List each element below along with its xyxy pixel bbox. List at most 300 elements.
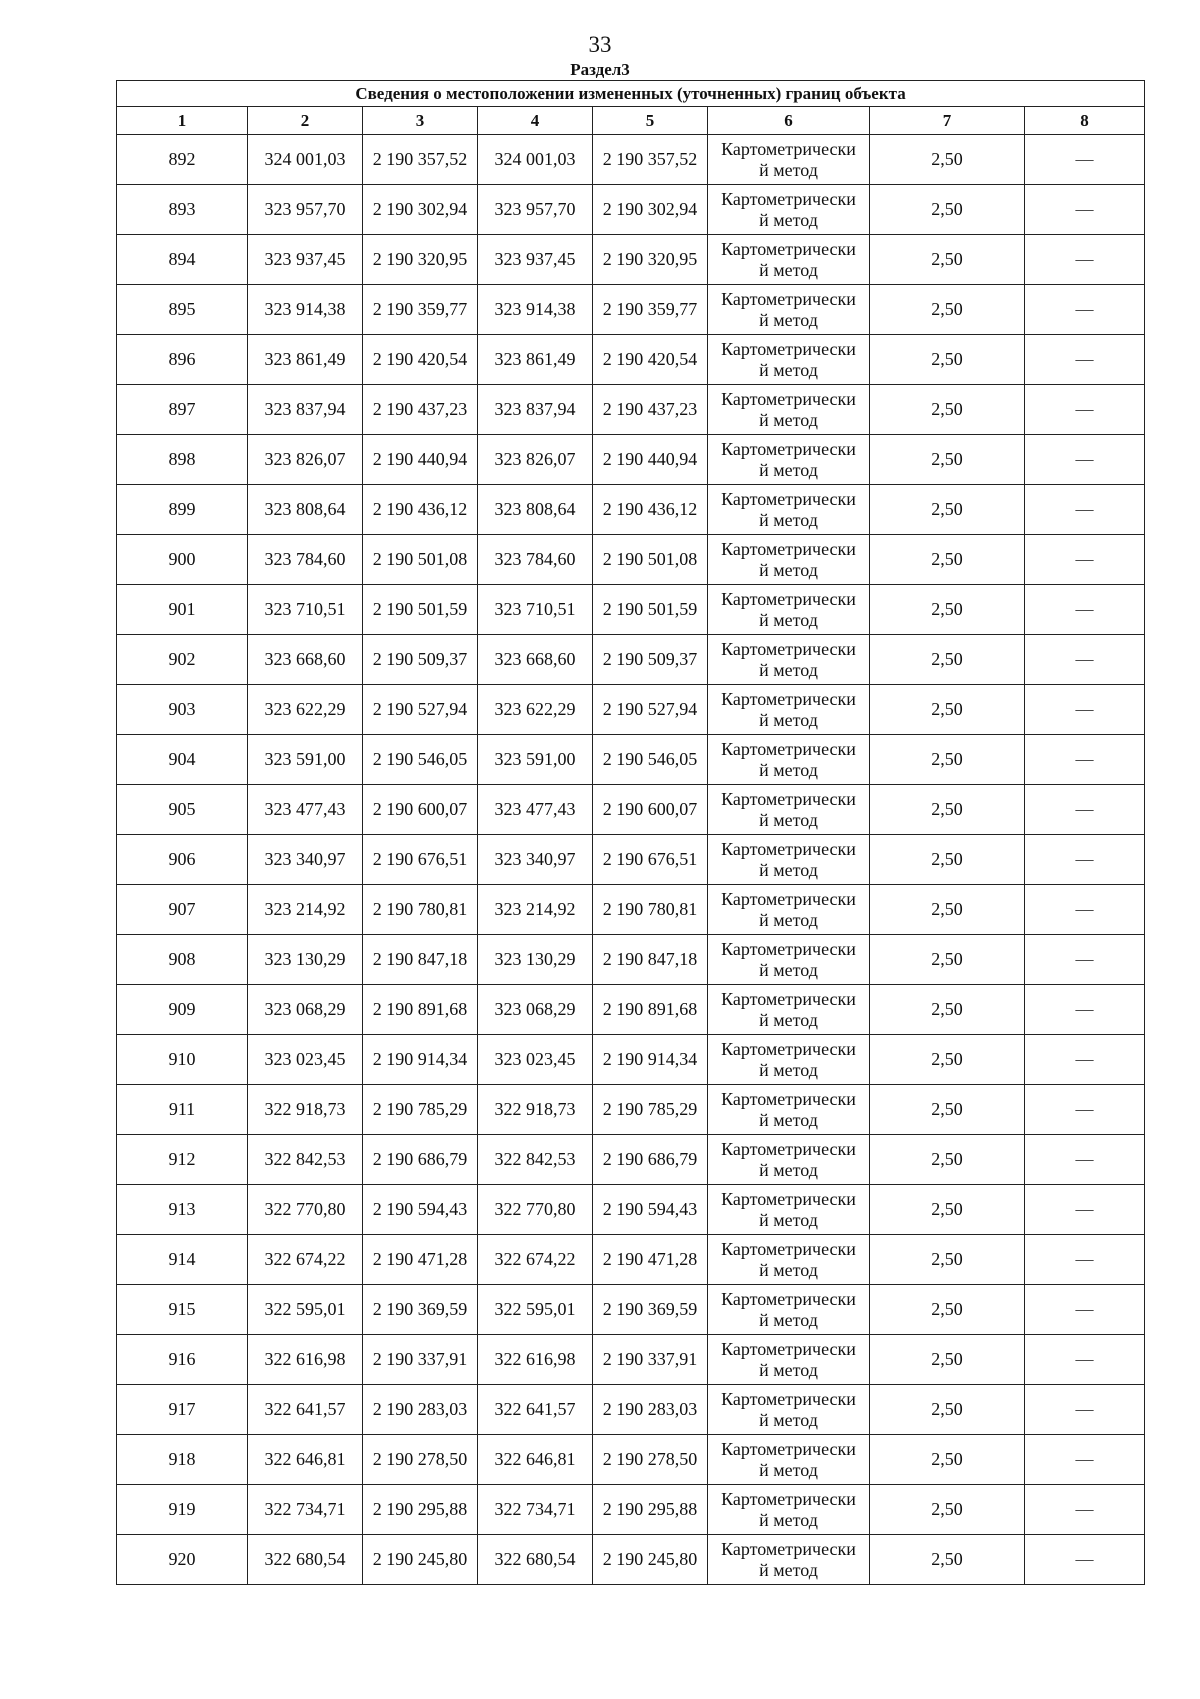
x-old-cell: 323 914,38 — [248, 285, 363, 335]
table-row — [117, 1435, 1145, 1485]
table-row — [117, 785, 1145, 835]
note-cell: — — [1025, 235, 1145, 285]
x-new-cell: 323 477,43 — [478, 785, 593, 835]
accuracy-cell: 2,50 — [870, 1335, 1025, 1385]
point-number-cell: 906 — [117, 835, 248, 885]
method-text-line: й метод — [759, 1359, 818, 1380]
point-number-cell: 895 — [117, 285, 248, 335]
method-text-line: й метод — [759, 709, 818, 730]
method-text-line: Картометрически — [721, 988, 856, 1009]
y-old-cell: 2 190 278,50 — [363, 1435, 478, 1485]
accuracy-cell: 2,50 — [870, 685, 1025, 735]
method-cell — [708, 635, 870, 685]
y-old-cell: 2 190 320,95 — [363, 235, 478, 285]
y-old-cell: 2 190 785,29 — [363, 1085, 478, 1135]
method-cell — [708, 585, 870, 635]
method-cell — [708, 885, 870, 935]
point-number-cell: 917 — [117, 1385, 248, 1435]
x-new-cell: 323 068,29 — [478, 985, 593, 1035]
table-row — [117, 735, 1145, 785]
accuracy-cell: 2,50 — [870, 1385, 1025, 1435]
y-new-cell: 2 190 436,12 — [593, 485, 708, 535]
x-old-cell: 322 641,57 — [248, 1385, 363, 1435]
note-cell: — — [1025, 935, 1145, 985]
table-row — [117, 1535, 1145, 1585]
x-new-cell: 323 784,60 — [478, 535, 593, 585]
note-cell: — — [1025, 985, 1145, 1035]
y-old-cell: 2 190 600,07 — [363, 785, 478, 835]
x-new-cell: 323 837,94 — [478, 385, 593, 435]
column-number: 4 — [478, 107, 593, 135]
note-cell: — — [1025, 1335, 1145, 1385]
method-text-line: й метод — [759, 859, 818, 880]
x-old-cell: 323 622,29 — [248, 685, 363, 735]
method-text-line: й метод — [759, 559, 818, 580]
method-text-line: й метод — [759, 759, 818, 780]
table-row — [117, 835, 1145, 885]
point-number-cell: 920 — [117, 1535, 248, 1585]
x-old-cell: 323 591,00 — [248, 735, 363, 785]
y-new-cell: 2 190 283,03 — [593, 1385, 708, 1435]
accuracy-cell: 2,50 — [870, 635, 1025, 685]
point-number-cell: 904 — [117, 735, 248, 785]
x-old-cell: 323 668,60 — [248, 635, 363, 685]
y-new-cell: 2 190 437,23 — [593, 385, 708, 435]
table-row — [117, 535, 1145, 585]
column-number: 1 — [117, 107, 248, 135]
method-text-line: й метод — [759, 959, 818, 980]
y-old-cell: 2 190 501,59 — [363, 585, 478, 635]
method-text-line: Картометрически — [721, 438, 856, 459]
y-new-cell: 2 190 847,18 — [593, 935, 708, 985]
column-number-row — [117, 107, 1145, 135]
method-cell — [708, 1135, 870, 1185]
accuracy-cell: 2,50 — [870, 935, 1025, 985]
table-row — [117, 1335, 1145, 1385]
method-text-line: Картометрически — [721, 1338, 856, 1359]
method-cell — [708, 1485, 870, 1535]
x-old-cell: 323 861,49 — [248, 335, 363, 385]
x-new-cell: 324 001,03 — [478, 135, 593, 185]
method-text-line: Картометрически — [721, 1138, 856, 1159]
point-number-cell: 905 — [117, 785, 248, 835]
note-cell: — — [1025, 735, 1145, 785]
x-old-cell: 322 770,80 — [248, 1185, 363, 1235]
table-row — [117, 1385, 1145, 1435]
y-old-cell: 2 190 302,94 — [363, 185, 478, 235]
note-cell: — — [1025, 185, 1145, 235]
method-text-line: й метод — [759, 1459, 818, 1480]
method-cell — [708, 685, 870, 735]
method-text-line: Картометрически — [721, 888, 856, 909]
y-new-cell: 2 190 686,79 — [593, 1135, 708, 1185]
method-cell — [708, 835, 870, 885]
column-number: 6 — [708, 107, 870, 135]
y-new-cell: 2 190 302,94 — [593, 185, 708, 235]
accuracy-cell: 2,50 — [870, 785, 1025, 835]
method-cell — [708, 1085, 870, 1135]
y-new-cell: 2 190 278,50 — [593, 1435, 708, 1485]
method-text-line: й метод — [759, 1159, 818, 1180]
x-old-cell: 323 477,43 — [248, 785, 363, 835]
method-text-line: й метод — [759, 1509, 818, 1530]
y-new-cell: 2 190 359,77 — [593, 285, 708, 335]
x-new-cell: 322 770,80 — [478, 1185, 593, 1235]
point-number-cell: 900 — [117, 535, 248, 585]
point-number-cell: 898 — [117, 435, 248, 485]
point-number-cell: 912 — [117, 1135, 248, 1185]
y-new-cell: 2 190 600,07 — [593, 785, 708, 835]
table-row — [117, 1085, 1145, 1135]
y-new-cell: 2 190 501,59 — [593, 585, 708, 635]
method-cell — [708, 1035, 870, 1085]
accuracy-cell: 2,50 — [870, 1085, 1025, 1135]
method-cell — [708, 785, 870, 835]
y-new-cell: 2 190 357,52 — [593, 135, 708, 185]
x-new-cell: 322 595,01 — [478, 1285, 593, 1335]
accuracy-cell: 2,50 — [870, 1135, 1025, 1185]
point-number-cell: 913 — [117, 1185, 248, 1235]
y-old-cell: 2 190 436,12 — [363, 485, 478, 535]
y-new-cell: 2 190 914,34 — [593, 1035, 708, 1085]
method-text-line: Картометрически — [721, 288, 856, 309]
method-cell — [708, 1285, 870, 1335]
accuracy-cell: 2,50 — [870, 435, 1025, 485]
y-old-cell: 2 190 914,34 — [363, 1035, 478, 1085]
y-old-cell: 2 190 676,51 — [363, 835, 478, 885]
method-text-line: й метод — [759, 659, 818, 680]
point-number-cell: 892 — [117, 135, 248, 185]
method-text-line: й метод — [759, 359, 818, 380]
method-text-line: Картометрически — [721, 688, 856, 709]
y-old-cell: 2 190 471,28 — [363, 1235, 478, 1285]
y-old-cell: 2 190 546,05 — [363, 735, 478, 785]
method-text-line: Картометрически — [721, 1288, 856, 1309]
x-old-cell: 322 734,71 — [248, 1485, 363, 1535]
table-title-row — [117, 81, 1145, 107]
y-new-cell: 2 190 891,68 — [593, 985, 708, 1035]
section-title: Раздел3 — [570, 60, 630, 79]
accuracy-cell: 2,50 — [870, 1185, 1025, 1235]
method-text-line: Картометрически — [721, 1438, 856, 1459]
x-old-cell: 322 674,22 — [248, 1235, 363, 1285]
y-old-cell: 2 190 527,94 — [363, 685, 478, 735]
x-new-cell: 322 616,98 — [478, 1335, 593, 1385]
accuracy-cell: 2,50 — [870, 485, 1025, 535]
method-text-line: й метод — [759, 409, 818, 430]
method-text-line: Картометрически — [721, 188, 856, 209]
y-new-cell: 2 190 676,51 — [593, 835, 708, 885]
x-old-cell: 323 808,64 — [248, 485, 363, 535]
note-cell: — — [1025, 885, 1145, 935]
note-cell: — — [1025, 685, 1145, 735]
y-new-cell: 2 190 785,29 — [593, 1085, 708, 1135]
x-new-cell: 323 808,64 — [478, 485, 593, 535]
method-text-line: й метод — [759, 459, 818, 480]
page-number: 33 — [588, 32, 612, 57]
x-new-cell: 323 957,70 — [478, 185, 593, 235]
accuracy-cell: 2,50 — [870, 1235, 1025, 1285]
method-text-line: Картометрически — [721, 1538, 856, 1559]
y-old-cell: 2 190 437,23 — [363, 385, 478, 435]
y-old-cell: 2 190 509,37 — [363, 635, 478, 685]
x-new-cell: 323 861,49 — [478, 335, 593, 385]
y-new-cell: 2 190 780,81 — [593, 885, 708, 935]
note-cell: — — [1025, 585, 1145, 635]
method-cell — [708, 1435, 870, 1485]
point-number-cell: 908 — [117, 935, 248, 985]
accuracy-cell: 2,50 — [870, 235, 1025, 285]
note-cell: — — [1025, 1285, 1145, 1335]
point-number-cell: 902 — [117, 635, 248, 685]
note-cell: — — [1025, 1435, 1145, 1485]
table-row — [117, 135, 1145, 185]
x-new-cell: 322 918,73 — [478, 1085, 593, 1135]
table-row — [117, 585, 1145, 635]
x-old-cell: 322 595,01 — [248, 1285, 363, 1335]
x-new-cell: 323 914,38 — [478, 285, 593, 335]
column-number: 2 — [248, 107, 363, 135]
y-new-cell: 2 190 295,88 — [593, 1485, 708, 1535]
y-new-cell: 2 190 509,37 — [593, 635, 708, 685]
y-new-cell: 2 190 546,05 — [593, 735, 708, 785]
table-row — [117, 1485, 1145, 1535]
note-cell: — — [1025, 1535, 1145, 1585]
y-old-cell: 2 190 420,54 — [363, 335, 478, 385]
y-new-cell: 2 190 527,94 — [593, 685, 708, 735]
method-cell — [708, 285, 870, 335]
y-old-cell: 2 190 686,79 — [363, 1135, 478, 1185]
table-row — [117, 685, 1145, 735]
point-number-cell: 910 — [117, 1035, 248, 1085]
method-text-line: Картометрически — [721, 1238, 856, 1259]
point-number-cell: 919 — [117, 1485, 248, 1535]
note-cell: — — [1025, 335, 1145, 385]
method-text-line: й метод — [759, 809, 818, 830]
x-new-cell: 323 591,00 — [478, 735, 593, 785]
table-row — [117, 385, 1145, 435]
y-new-cell: 2 190 337,91 — [593, 1335, 708, 1385]
accuracy-cell: 2,50 — [870, 1035, 1025, 1085]
method-text-line: й метод — [759, 609, 818, 630]
note-cell: — — [1025, 435, 1145, 485]
method-cell — [708, 185, 870, 235]
note-cell: — — [1025, 1185, 1145, 1235]
y-old-cell: 2 190 283,03 — [363, 1385, 478, 1435]
method-cell — [708, 1385, 870, 1435]
x-old-cell: 323 837,94 — [248, 385, 363, 435]
method-cell — [708, 485, 870, 535]
method-cell — [708, 1535, 870, 1585]
accuracy-cell: 2,50 — [870, 135, 1025, 185]
accuracy-cell: 2,50 — [870, 285, 1025, 335]
point-number-cell: 893 — [117, 185, 248, 235]
method-text-line: Картометрически — [721, 238, 856, 259]
x-new-cell: 322 646,81 — [478, 1435, 593, 1485]
method-text-line: Картометрически — [721, 638, 856, 659]
column-number: 7 — [870, 107, 1025, 135]
method-text-line: Картометрически — [721, 1488, 856, 1509]
note-cell: — — [1025, 1385, 1145, 1435]
point-number-cell: 911 — [117, 1085, 248, 1135]
column-number: 5 — [593, 107, 708, 135]
method-text-line: й метод — [759, 309, 818, 330]
method-cell — [708, 1335, 870, 1385]
accuracy-cell: 2,50 — [870, 1485, 1025, 1535]
table-row — [117, 1135, 1145, 1185]
table-row — [117, 335, 1145, 385]
accuracy-cell: 2,50 — [870, 985, 1025, 1035]
table-title: Сведения о местоположении измененных (уточненных) границ объекта — [117, 81, 1145, 107]
method-cell — [708, 1185, 870, 1235]
method-cell — [708, 935, 870, 985]
note-cell: — — [1025, 1485, 1145, 1535]
x-old-cell: 322 842,53 — [248, 1135, 363, 1185]
table-row — [117, 885, 1145, 935]
y-new-cell: 2 190 501,08 — [593, 535, 708, 585]
method-text-line: Картометрически — [721, 938, 856, 959]
method-cell — [708, 535, 870, 585]
accuracy-cell: 2,50 — [870, 385, 1025, 435]
method-text-line: й метод — [759, 1009, 818, 1030]
x-old-cell: 323 710,51 — [248, 585, 363, 635]
method-cell — [708, 435, 870, 485]
method-cell — [708, 135, 870, 185]
note-cell: — — [1025, 785, 1145, 835]
method-text-line: Картометрически — [721, 1088, 856, 1109]
x-old-cell: 323 068,29 — [248, 985, 363, 1035]
y-old-cell: 2 190 594,43 — [363, 1185, 478, 1235]
x-new-cell: 323 214,92 — [478, 885, 593, 935]
y-old-cell: 2 190 337,91 — [363, 1335, 478, 1385]
x-new-cell: 323 937,45 — [478, 235, 593, 285]
note-cell: — — [1025, 1235, 1145, 1285]
method-text-line: Картометрически — [721, 788, 856, 809]
x-new-cell: 322 641,57 — [478, 1385, 593, 1435]
accuracy-cell: 2,50 — [870, 885, 1025, 935]
x-old-cell: 323 957,70 — [248, 185, 363, 235]
method-text-line: й метод — [759, 509, 818, 530]
accuracy-cell: 2,50 — [870, 1285, 1025, 1335]
point-number-cell: 915 — [117, 1285, 248, 1335]
x-new-cell: 323 023,45 — [478, 1035, 593, 1085]
method-text-line: Картометрически — [721, 1388, 856, 1409]
y-old-cell: 2 190 501,08 — [363, 535, 478, 585]
accuracy-cell: 2,50 — [870, 1535, 1025, 1585]
y-new-cell: 2 190 369,59 — [593, 1285, 708, 1335]
accuracy-cell: 2,50 — [870, 735, 1025, 785]
table-row — [117, 985, 1145, 1035]
point-number-cell: 897 — [117, 385, 248, 435]
method-text-line: Картометрически — [721, 338, 856, 359]
x-new-cell: 323 622,29 — [478, 685, 593, 735]
y-new-cell: 2 190 420,54 — [593, 335, 708, 385]
note-cell: — — [1025, 285, 1145, 335]
y-old-cell: 2 190 891,68 — [363, 985, 478, 1035]
method-text-line: Картометрически — [721, 488, 856, 509]
x-old-cell: 323 826,07 — [248, 435, 363, 485]
note-cell: — — [1025, 385, 1145, 435]
point-number-cell: 894 — [117, 235, 248, 285]
method-text-line: й метод — [759, 1209, 818, 1230]
note-cell: — — [1025, 1035, 1145, 1085]
accuracy-cell: 2,50 — [870, 535, 1025, 585]
point-number-cell: 909 — [117, 985, 248, 1035]
x-new-cell: 323 668,60 — [478, 635, 593, 685]
method-cell — [708, 385, 870, 435]
x-new-cell: 323 710,51 — [478, 585, 593, 635]
boundary-coordinates-table — [116, 80, 1145, 1585]
x-new-cell: 322 734,71 — [478, 1485, 593, 1535]
method-text-line: й метод — [759, 1059, 818, 1080]
accuracy-cell: 2,50 — [870, 835, 1025, 885]
y-old-cell: 2 190 359,77 — [363, 285, 478, 335]
x-old-cell: 323 023,45 — [248, 1035, 363, 1085]
y-old-cell: 2 190 369,59 — [363, 1285, 478, 1335]
method-text-line: Картометрически — [721, 588, 856, 609]
table-row — [117, 1285, 1145, 1335]
x-old-cell: 322 918,73 — [248, 1085, 363, 1135]
x-new-cell: 323 826,07 — [478, 435, 593, 485]
point-number-cell: 896 — [117, 335, 248, 385]
table-row — [117, 1235, 1145, 1285]
note-cell: — — [1025, 135, 1145, 185]
y-old-cell: 2 190 357,52 — [363, 135, 478, 185]
y-old-cell: 2 190 780,81 — [363, 885, 478, 935]
method-text-line: й метод — [759, 1409, 818, 1430]
x-new-cell: 322 842,53 — [478, 1135, 593, 1185]
table-row — [117, 185, 1145, 235]
point-number-cell: 918 — [117, 1435, 248, 1485]
method-text-line: й метод — [759, 1259, 818, 1280]
x-new-cell: 322 680,54 — [478, 1535, 593, 1585]
note-cell: — — [1025, 535, 1145, 585]
y-old-cell: 2 190 245,80 — [363, 1535, 478, 1585]
x-old-cell: 323 340,97 — [248, 835, 363, 885]
accuracy-cell: 2,50 — [870, 585, 1025, 635]
table-row — [117, 935, 1145, 985]
y-old-cell: 2 190 440,94 — [363, 435, 478, 485]
method-cell — [708, 735, 870, 785]
method-cell — [708, 1235, 870, 1285]
method-cell — [708, 335, 870, 385]
point-number-cell: 907 — [117, 885, 248, 935]
method-text-line: Картометрически — [721, 138, 856, 159]
x-new-cell: 323 130,29 — [478, 935, 593, 985]
accuracy-cell: 2,50 — [870, 335, 1025, 385]
point-number-cell: 914 — [117, 1235, 248, 1285]
method-text-line: Картометрически — [721, 1038, 856, 1059]
method-text-line: й метод — [759, 209, 818, 230]
method-text-line: Картометрически — [721, 388, 856, 409]
column-number: 8 — [1025, 107, 1145, 135]
y-new-cell: 2 190 594,43 — [593, 1185, 708, 1235]
x-old-cell: 323 214,92 — [248, 885, 363, 935]
x-old-cell: 323 130,29 — [248, 935, 363, 985]
table-row — [117, 635, 1145, 685]
method-text-line: й метод — [759, 259, 818, 280]
accuracy-cell: 2,50 — [870, 1435, 1025, 1485]
method-text-line: Картометрически — [721, 838, 856, 859]
note-cell: — — [1025, 1135, 1145, 1185]
method-cell — [708, 985, 870, 1035]
y-new-cell: 2 190 471,28 — [593, 1235, 708, 1285]
x-new-cell: 322 674,22 — [478, 1235, 593, 1285]
table-row — [117, 285, 1145, 335]
y-old-cell: 2 190 847,18 — [363, 935, 478, 985]
x-new-cell: 323 340,97 — [478, 835, 593, 885]
method-text-line: й метод — [759, 1309, 818, 1330]
